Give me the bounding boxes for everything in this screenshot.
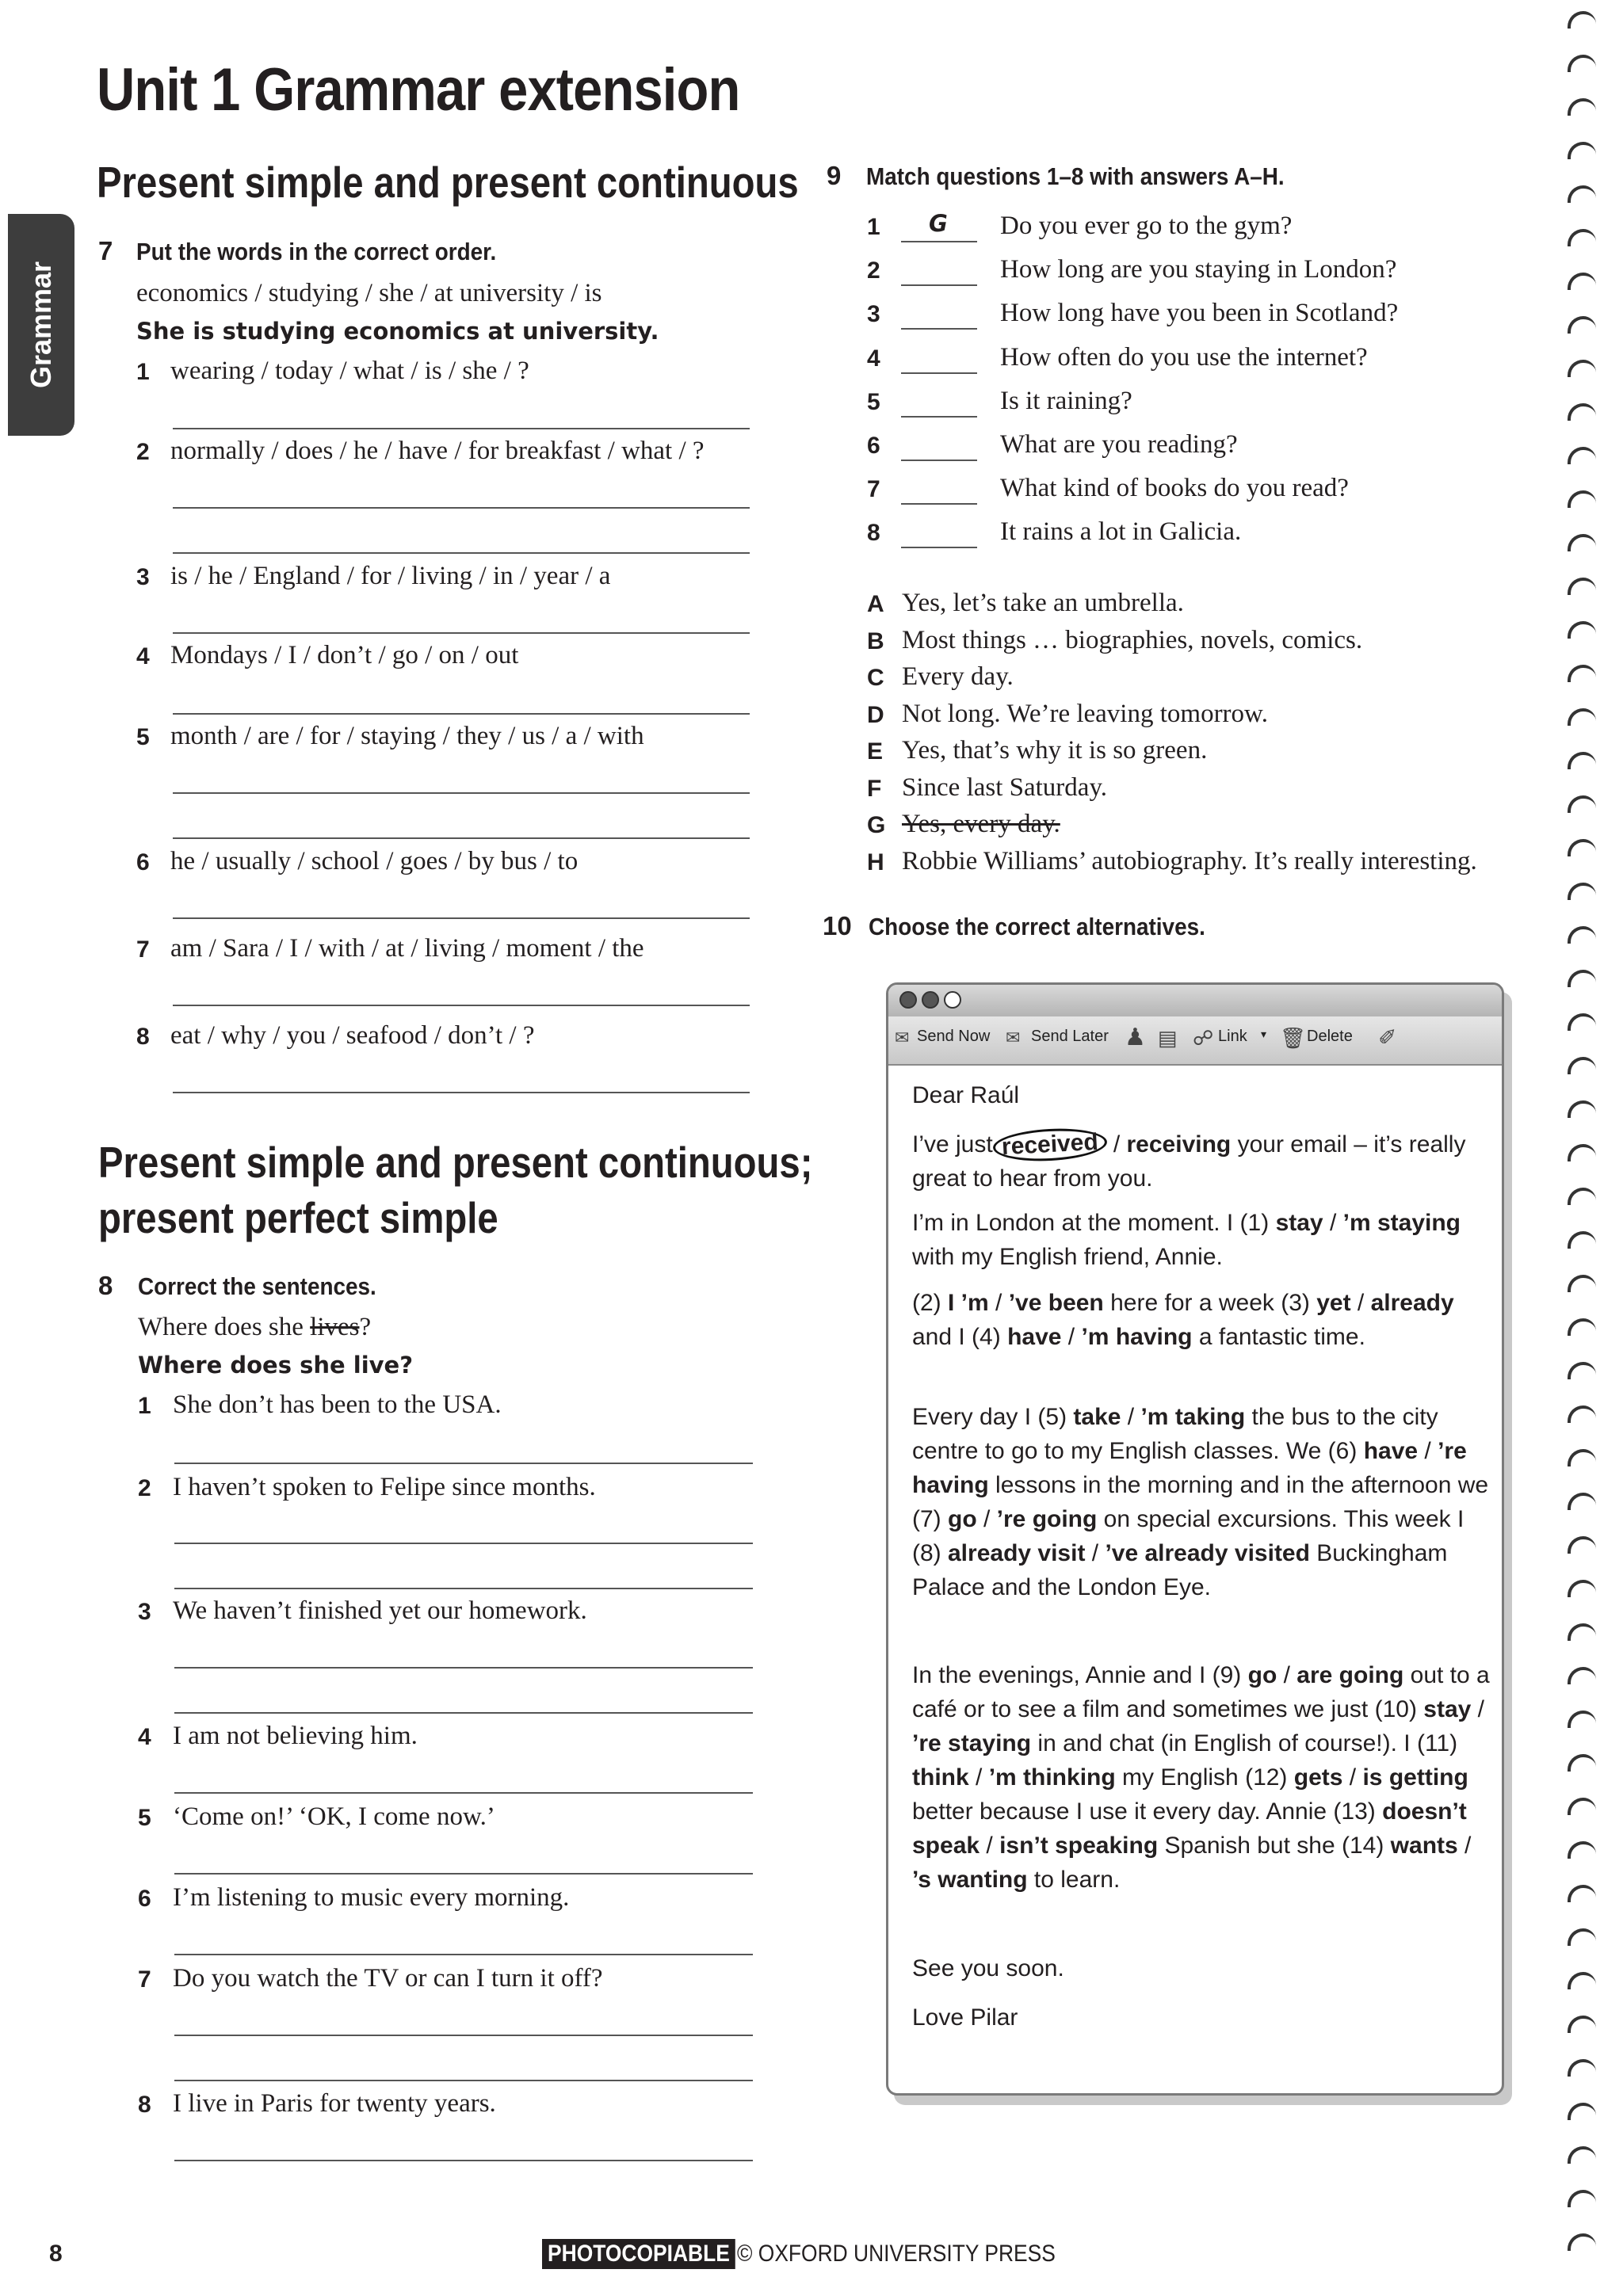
option[interactable]: are going: [1296, 1662, 1404, 1688]
ex7-item-prompt: he / usually / school / goes / by bus / to: [170, 847, 579, 875]
copyright-text: © OXFORD UNIVERSITY PRESS: [737, 2241, 1056, 2267]
ex7-item-number: 3: [136, 564, 150, 590]
minimize-window-icon[interactable]: [922, 991, 939, 1009]
ex9-question-text: How long are you staying in London?: [1000, 255, 1397, 284]
ex7-item-prompt: is / he / England / for / living / in / year / a: [170, 562, 611, 590]
ex9-answer-blank[interactable]: [901, 284, 977, 286]
close-window-icon[interactable]: [899, 991, 917, 1009]
email-paragraph-2: I’m in London at the moment. I (1) stay / ’m staying with my English friend, Annie.: [912, 1210, 1461, 1270]
spiral-loop: [1568, 316, 1596, 334]
option[interactable]: gets: [1293, 1764, 1343, 1791]
ex9-answer-text: Yes, let’s take an umbrella.: [902, 589, 1184, 617]
spiral-loop: [1568, 185, 1596, 203]
spiral-loop: [1568, 229, 1596, 246]
option[interactable]: already visit: [948, 1540, 1086, 1566]
ex7-item-prompt: normally / does / he / have / for breakfast / what / ?: [170, 437, 705, 465]
attach-file-icon[interactable]: ▤: [1158, 1026, 1178, 1050]
ex7-answer-line[interactable]: [173, 917, 750, 919]
option[interactable]: ’m taking: [1140, 1404, 1246, 1430]
ex9-answer-letter: D: [867, 702, 884, 728]
ex8-answer-line[interactable]: [174, 1667, 753, 1669]
ex9-question-text: What are you reading?: [1000, 430, 1238, 459]
ex9-answer-blank[interactable]: [901, 241, 977, 242]
spiral-loop: [1568, 708, 1596, 726]
send-later-icon: ✉: [1006, 1028, 1021, 1047]
circled-answer: received: [992, 1126, 1108, 1163]
link-dropdown-icon[interactable]: ▾: [1261, 1028, 1267, 1040]
ex8-item-number: 2: [138, 1475, 151, 1501]
ex8-answer-line[interactable]: [174, 2160, 753, 2161]
ex9-answer-blank[interactable]: [901, 503, 977, 505]
ex9-question-number: 5: [867, 389, 880, 415]
ex9-answer-blank[interactable]: [901, 460, 977, 461]
option[interactable]: go: [1247, 1662, 1277, 1688]
spiral-loop: [1568, 1318, 1596, 1336]
option[interactable]: already: [1370, 1290, 1454, 1316]
ex8-item-number: 5: [138, 1805, 151, 1831]
spiral-loop: [1568, 534, 1596, 551]
option[interactable]: ’re staying: [912, 1730, 1032, 1756]
email-toolbar: [888, 1016, 1502, 1066]
ex9-answer-letter: H: [867, 849, 884, 875]
spiral-loop: [1568, 1013, 1596, 1031]
ex7-answer-line[interactable]: [173, 552, 750, 554]
spiral-loop: [1568, 1057, 1596, 1074]
email-paragraph-1: I’ve just received / receiving your email – it’s really great to hear from you.: [912, 1127, 1491, 1196]
spiral-loop: [1568, 98, 1596, 116]
option[interactable]: stay: [1423, 1696, 1472, 1722]
spiral-loop: [1568, 1405, 1596, 1423]
spiral-loop: [1568, 490, 1596, 508]
struck-word: lives: [310, 1313, 360, 1341]
ex7-answer-line[interactable]: [173, 1005, 750, 1006]
option[interactable]: isn’t speaking: [999, 1833, 1159, 1859]
ex7-item-prompt: wearing / today / what / is / she / ?: [170, 357, 529, 385]
link-button[interactable]: Link: [1218, 1028, 1247, 1045]
exercise-7-example-answer: She is studying economics at university.: [136, 318, 659, 345]
spiral-loop: [1568, 55, 1596, 72]
spiral-loop: [1568, 970, 1596, 987]
ex9-question-text: What kind of books do you read?: [1000, 474, 1349, 502]
grammar-side-tab: [8, 214, 74, 436]
spiral-loop: [1568, 1536, 1596, 1554]
option[interactable]: ’re going: [996, 1506, 1098, 1532]
ex7-item-number: 7: [136, 936, 150, 963]
spiral-loop: [1568, 1623, 1596, 1641]
email-paragraph-5: In the evenings, Annie and I (9) go / are going out to a café or to see a film and sometimes we just (10) stay / ’re staying in and chat (in English of course!). I (11) think / ’m thinking my English (12) gets / is getting better because I use it every day. Annie (13) doesn’t speak / isn’t speaking Spanish but she (14) wants / ’s wanting to learn.: [912, 1662, 1490, 1893]
ex7-item-number: 1: [136, 359, 150, 385]
ex8-item-sentence: We haven’t finished yet our homework.: [173, 1596, 587, 1625]
ex7-answer-line[interactable]: [173, 713, 750, 715]
spiral-loop: [1568, 1841, 1596, 1859]
option[interactable]: ’ve been: [1008, 1290, 1104, 1316]
option[interactable]: ’ve already visited: [1105, 1540, 1310, 1566]
spiral-loop: [1568, 2190, 1596, 2207]
spiral-loop: [1568, 11, 1596, 29]
spiral-loop: [1568, 665, 1596, 682]
ex7-answer-line[interactable]: [173, 507, 750, 509]
spiral-loop: [1568, 2016, 1596, 2033]
ex9-question-number: 1: [867, 214, 880, 240]
delete-icon: 🗑: [1280, 1026, 1307, 1050]
zoom-window-icon[interactable]: [944, 991, 961, 1009]
spiral-loop: [1568, 1144, 1596, 1161]
section-heading-line1: Present simple and present continuous;: [98, 1138, 813, 1187]
option[interactable]: doesn’t speak: [912, 1798, 1467, 1859]
ex9-question-text: Do you ever go to the gym?: [1000, 212, 1293, 240]
ex8-answer-line[interactable]: [174, 2080, 753, 2081]
spiral-loop: [1568, 578, 1596, 595]
spiral-loop: [1568, 1754, 1596, 1772]
exercise-7-number: 7: [98, 236, 113, 265]
address-book-icon[interactable]: ♟: [1125, 1024, 1146, 1051]
exercise-8-example-answer: Where does she live?: [138, 1352, 414, 1379]
spiral-loop: [1568, 1100, 1596, 1118]
ex8-answer-line[interactable]: [174, 1463, 753, 1464]
exercise-8-example-prompt: Where does she lives?: [138, 1313, 372, 1341]
option[interactable]: go: [948, 1506, 977, 1532]
spiral-loop: [1568, 403, 1596, 421]
ex8-answer-line[interactable]: [174, 2035, 753, 2036]
spiral-loop: [1568, 883, 1596, 900]
ex9-answer-letter: A: [867, 591, 884, 617]
spiral-loop: [1568, 795, 1596, 813]
option[interactable]: is getting: [1362, 1764, 1468, 1791]
exercise-10-number: 10: [823, 911, 852, 940]
spiral-loop: [1568, 360, 1596, 377]
ex8-item-sentence: I live in Paris for twenty years.: [173, 2089, 496, 2118]
spiral-loop: [1568, 1928, 1596, 1946]
ex8-item-number: 4: [138, 1724, 151, 1750]
ex9-answer-text: Yes, every day.: [902, 810, 1060, 838]
ex7-answer-line[interactable]: [173, 792, 750, 794]
email-paragraph-3: (2) I ’m / ’ve been here for a week (3) yet / already and I (4) have / ’m having a fantastic time.: [912, 1290, 1454, 1350]
ex9-question-text: How long have you been in Scotland?: [1000, 299, 1399, 327]
spiral-loop: [1568, 142, 1596, 159]
ex9-answer-letter: B: [867, 628, 884, 654]
email-paragraph-4: Every day I (5) take / ’m taking the bus to the city centre to go to my English classes. We (6) have / ’re having lessons in the morning and in the afternoon we (7) go / ’re going on special excursions. This week I (8) already visit / ’ve already visited Buckingham Palace and the London Eye.: [912, 1404, 1489, 1600]
spiral-loop: [1568, 2146, 1596, 2164]
ex9-answer-blank[interactable]: [901, 372, 977, 374]
ex9-answer-letter: C: [867, 665, 884, 691]
option[interactable]: ’m staying: [1342, 1210, 1461, 1236]
ex9-question-number: 8: [867, 520, 880, 546]
ex9-answer-letter: E: [867, 738, 884, 765]
ex9-question-number: 2: [867, 257, 880, 284]
exercise-8-instruction: Correct the sentences.: [138, 1272, 376, 1300]
spiral-loop: [1568, 1493, 1596, 1510]
spiral-loop: [1568, 752, 1596, 769]
ex7-item-prompt: am / Sara / I / with / at / living / moment / the: [170, 934, 644, 963]
ex8-item-sentence: She don’t has been to the USA.: [173, 1390, 502, 1419]
option[interactable]: I ’m: [948, 1290, 989, 1316]
spiral-loop: [1568, 2103, 1596, 2120]
ex7-answer-line[interactable]: [173, 632, 750, 634]
ex7-answer-line[interactable]: [173, 428, 750, 429]
option[interactable]: wants: [1390, 1833, 1458, 1859]
ex7-item-number: 8: [136, 1024, 150, 1050]
ex7-item-number: 6: [136, 849, 150, 875]
ex9-answer-text: Every day.: [902, 662, 1014, 691]
ex9-handwritten-answer: G: [929, 210, 948, 237]
ex8-item-sentence: I am not believing him.: [173, 1722, 418, 1750]
page-number: 8: [49, 2241, 63, 2267]
spiral-loop: [1568, 1231, 1596, 1249]
ex8-answer-line[interactable]: [174, 1792, 753, 1794]
ex9-question-number: 7: [867, 476, 880, 502]
ex8-answer-line[interactable]: [174, 1954, 753, 1955]
option[interactable]: yet: [1316, 1290, 1351, 1316]
spiral-loop: [1568, 1972, 1596, 1989]
email-closing: See you soon.: [912, 1955, 1064, 1981]
ex9-question-text: Is it raining?: [1000, 387, 1132, 415]
spiral-loop: [1568, 621, 1596, 639]
spiral-loop: [1568, 1188, 1596, 1205]
spiral-loop: [1568, 1798, 1596, 1815]
ex9-question-text: How often do you use the internet?: [1000, 343, 1368, 372]
spiral-loop: [1568, 447, 1596, 464]
section-heading-line2: present perfect simple: [98, 1193, 498, 1242]
email-greeting: Dear Raúl: [912, 1082, 1020, 1108]
ex7-item-number: 2: [136, 439, 150, 465]
spiral-loop: [1568, 1667, 1596, 1684]
exercise-10-instruction: Choose the correct alternatives.: [869, 913, 1205, 940]
ex8-item-number: 7: [138, 1966, 151, 1993]
section-heading-present-simple: Present simple and present continuous: [97, 158, 799, 207]
photocopiable-badge: PHOTOCOPIABLE: [542, 2239, 735, 2269]
spiral-loop: [1568, 2059, 1596, 2077]
ex9-answer-letter: G: [867, 812, 886, 838]
ex7-answer-line[interactable]: [173, 837, 750, 839]
exercise-9-instruction: Match questions 1–8 with answers A–H.: [866, 162, 1285, 190]
spiral-loop: [1568, 1885, 1596, 1902]
ex9-answer-blank[interactable]: [901, 328, 977, 330]
option[interactable]: ’m having: [1081, 1324, 1193, 1350]
option[interactable]: have: [1363, 1438, 1419, 1464]
ex7-item-prompt: month / are / for / staying / they / us / a / with: [170, 722, 644, 750]
ex8-item-number: 6: [138, 1886, 151, 1912]
exercise-7-instruction: Put the words in the correct order.: [136, 238, 497, 265]
ex9-question-number: 4: [867, 345, 880, 372]
ex9-answer-blank[interactable]: [901, 416, 977, 418]
spiral-loop: [1568, 2233, 1596, 2251]
ex7-item-prompt: eat / why / you / seafood / don’t / ?: [170, 1021, 535, 1050]
exercise-7-example-prompt: economics / studying / she / at university / is: [136, 279, 602, 307]
ex8-answer-line[interactable]: [174, 1712, 753, 1714]
option[interactable]: take: [1073, 1404, 1121, 1430]
ex9-answer-text: Not long. We’re leaving tomorrow.: [902, 700, 1268, 728]
delete-button[interactable]: Delete: [1307, 1028, 1353, 1045]
ex9-answer-letter: F: [867, 776, 882, 802]
ex9-answer-blank[interactable]: [901, 547, 977, 548]
exercise-9-number: 9: [827, 161, 842, 190]
send-later-button[interactable]: Send Later: [1031, 1028, 1109, 1045]
paperclip-icon[interactable]: ✐: [1378, 1025, 1397, 1050]
link-icon: ☍: [1193, 1026, 1214, 1050]
ex8-item-sentence: Do you watch the TV or can I turn it off?: [173, 1964, 603, 1993]
option[interactable]: stay: [1275, 1210, 1323, 1236]
option[interactable]: ’re having: [912, 1438, 1467, 1498]
option[interactable]: ’s wanting: [912, 1867, 1028, 1893]
side-tab-label: Grammar: [25, 261, 57, 389]
spiral-loop: [1568, 1580, 1596, 1597]
exercise-8-number: 8: [98, 1271, 113, 1300]
ex9-question-text: It rains a lot in Galicia.: [1000, 517, 1242, 546]
ex9-answer-text: Most things … biographies, novels, comics.: [902, 626, 1363, 654]
ex8-answer-line[interactable]: [174, 1543, 753, 1544]
ex7-item-prompt: Mondays / I / don’t / go / on / out: [170, 641, 519, 669]
ex7-answer-line[interactable]: [173, 1092, 750, 1093]
email-signature: Love Pilar: [912, 2004, 1018, 2031]
spiral-loop: [1568, 839, 1596, 856]
ex8-item-sentence: I’m listening to music every morning.: [173, 1883, 570, 1912]
ex8-item-sentence: ‘Come on!’ ‘OK, I come now.’: [173, 1802, 495, 1831]
ex9-question-number: 3: [867, 301, 880, 327]
send-now-icon: ✉: [895, 1028, 910, 1047]
ex8-answer-line[interactable]: [174, 1588, 753, 1589]
ex9-answer-text: Since last Saturday.: [902, 773, 1108, 802]
spiral-loop: [1568, 1362, 1596, 1379]
email-titlebar: [888, 985, 1502, 1017]
ex9-question-number: 6: [867, 433, 880, 459]
spiral-loop: [1568, 1711, 1596, 1728]
ex9-answer-text: Robbie Williams’ autobiography. It’s really interesting.: [902, 847, 1477, 875]
spiral-loop: [1568, 926, 1596, 944]
option[interactable]: ’m thinking: [988, 1764, 1116, 1791]
email-window: [886, 982, 1504, 2096]
spiral-loop: [1568, 1275, 1596, 1292]
ex8-item-number: 8: [138, 2092, 151, 2118]
option[interactable]: think: [912, 1764, 969, 1791]
ex8-item-sentence: I haven’t spoken to Felipe since months.: [173, 1473, 596, 1501]
ex8-item-number: 3: [138, 1599, 151, 1625]
ex7-item-number: 5: [136, 724, 150, 750]
page-title: Unit 1 Grammar extension: [97, 56, 740, 124]
send-now-button[interactable]: Send Now: [917, 1028, 991, 1045]
ex8-item-number: 1: [138, 1393, 151, 1419]
ex7-item-number: 4: [136, 643, 150, 669]
option[interactable]: receiving: [1126, 1131, 1232, 1158]
spiral-loop: [1568, 1449, 1596, 1466]
ex9-answer-text: Yes, that’s why it is so green.: [902, 736, 1208, 765]
spiral-loop: [1568, 273, 1596, 290]
ex8-answer-line[interactable]: [174, 1873, 753, 1875]
option[interactable]: have: [1007, 1324, 1062, 1350]
